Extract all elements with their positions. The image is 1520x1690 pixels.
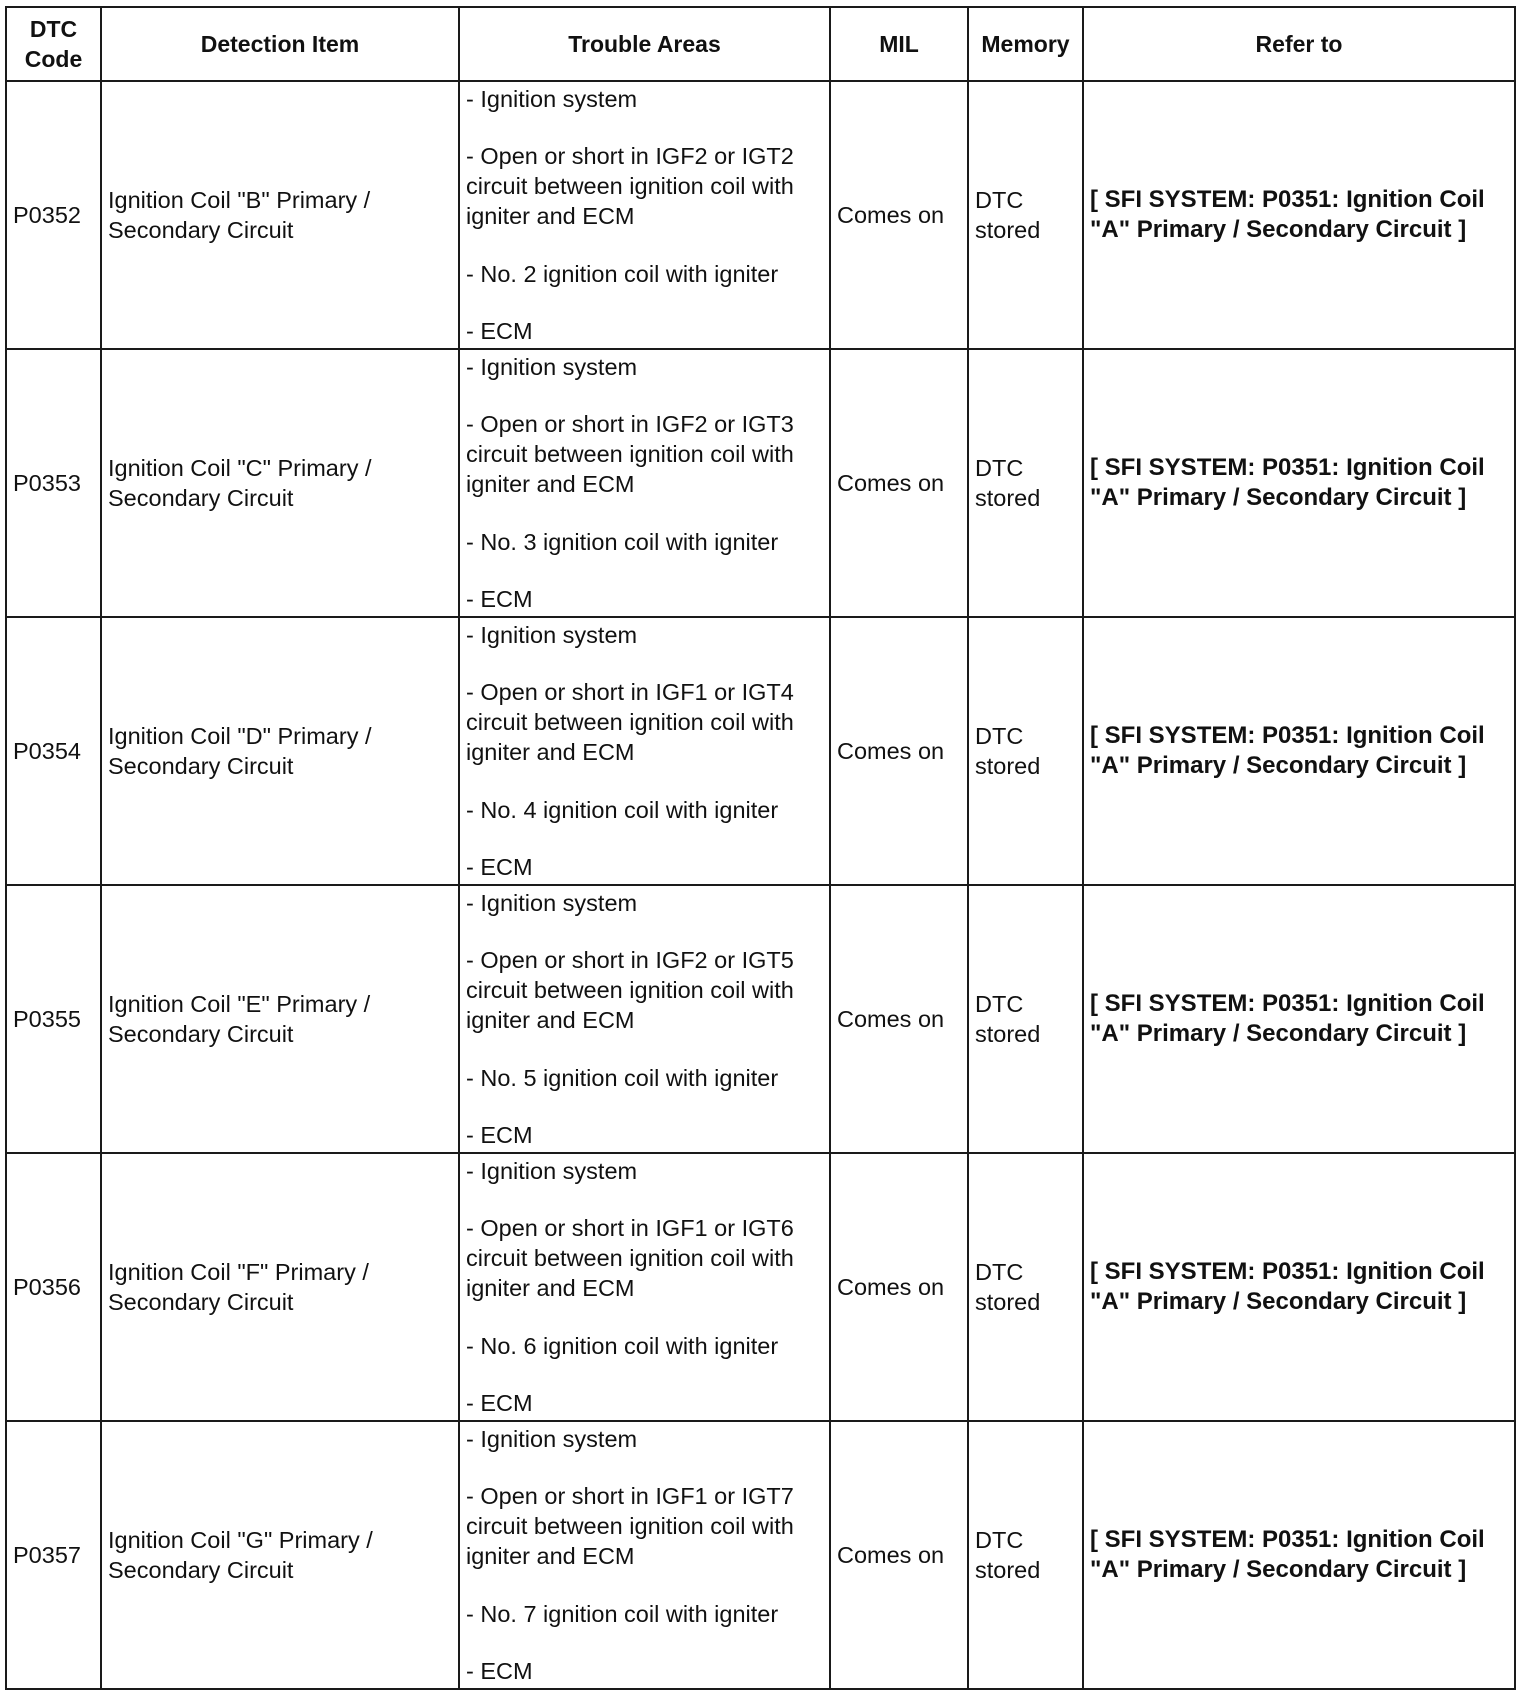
- detection-item-cell: [101, 81, 459, 349]
- trouble-item: - Ignition system: [466, 1158, 638, 1184]
- memory-line: stored: [975, 1289, 1041, 1315]
- trouble-areas-cell: [459, 1153, 830, 1421]
- trouble-item: - Ignition system: [466, 1426, 638, 1452]
- trouble-item: - Open or short in IGF1 or IGT4: [466, 679, 794, 706]
- memory-line: stored: [975, 217, 1041, 243]
- dtc-code-cell: P0356: [6, 1153, 101, 1421]
- refer-to-cell: [1083, 1421, 1515, 1689]
- refer-link-line: "A" Primary / Secondary Circuit ]: [1090, 484, 1467, 511]
- trouble-item-group: [466, 1481, 825, 1571]
- trouble-areas-cell: [459, 617, 830, 885]
- refer-link-line: "A" Primary / Secondary Circuit ]: [1090, 752, 1467, 779]
- trouble-item: - ECM: [466, 317, 533, 344]
- detection-line: Secondary Circuit: [108, 1289, 294, 1315]
- dtc-table: [5, 6, 1516, 1690]
- header-refer-to: Refer to: [1083, 7, 1515, 81]
- trouble-item: - Open or short in IGF2 or IGT2: [466, 143, 794, 170]
- detection-line: Ignition Coil "E" Primary /: [108, 991, 371, 1017]
- header-dtc-code-line: Code: [24, 46, 83, 72]
- header-trouble-areas: Trouble Areas: [459, 7, 830, 81]
- refer-link-line: "A" Primary / Secondary Circuit ]: [1090, 1020, 1467, 1047]
- dtc-code-cell: P0354: [6, 617, 101, 885]
- memory-line: stored: [975, 753, 1041, 779]
- trouble-item: - Ignition system: [466, 86, 638, 112]
- dtc-code-cell: P0352: [6, 81, 101, 349]
- memory-line: DTC: [975, 455, 1024, 481]
- trouble-item: - ECM: [466, 853, 533, 880]
- trouble-item: - No. 2 ignition coil with igniter: [466, 260, 779, 287]
- table-row: [6, 885, 1515, 1153]
- trouble-item: - No. 4 ignition coil with igniter: [466, 796, 779, 823]
- memory-line: stored: [975, 1557, 1041, 1583]
- header-memory: Memory: [968, 7, 1083, 81]
- trouble-item: igniter and ECM: [466, 1275, 635, 1302]
- trouble-item-group: [466, 677, 825, 767]
- memory-line: DTC: [975, 1259, 1024, 1285]
- trouble-item-group: [466, 141, 825, 231]
- trouble-item: igniter and ECM: [466, 1543, 635, 1570]
- refer-link-line: "A" Primary / Secondary Circuit ]: [1090, 1288, 1467, 1315]
- memory-cell: [968, 81, 1083, 349]
- trouble-item: - ECM: [466, 1121, 533, 1148]
- trouble-areas-cell: [459, 1421, 830, 1689]
- table-row: [6, 1421, 1515, 1689]
- trouble-item: igniter and ECM: [466, 203, 635, 230]
- trouble-item: - Ignition system: [466, 622, 638, 648]
- trouble-item-group: [466, 409, 825, 499]
- header-dtc-code: [6, 7, 101, 81]
- detection-item-cell: [101, 617, 459, 885]
- memory-cell: [968, 617, 1083, 885]
- trouble-item: - Open or short in IGF1 or IGT7: [466, 1483, 794, 1510]
- detection-item-cell: [101, 885, 459, 1153]
- refer-link-line: [ SFI SYSTEM: P0351: Ignition Coil: [1090, 186, 1485, 213]
- refer-to-cell: [1083, 81, 1515, 349]
- mil-cell: Comes on: [830, 349, 968, 617]
- trouble-item-group: [466, 1213, 825, 1303]
- trouble-item: - ECM: [466, 585, 533, 612]
- trouble-item: - No. 6 ignition coil with igniter: [466, 1332, 779, 1359]
- memory-cell: [968, 1421, 1083, 1689]
- trouble-item: - No. 7 ignition coil with igniter: [466, 1600, 779, 1627]
- refer-link-line: [ SFI SYSTEM: P0351: Ignition Coil: [1090, 1258, 1485, 1285]
- table-row: [6, 81, 1515, 349]
- refer-link-line: "A" Primary / Secondary Circuit ]: [1090, 216, 1467, 243]
- detection-line: Ignition Coil "B" Primary /: [108, 187, 371, 213]
- refer-link-line: [ SFI SYSTEM: P0351: Ignition Coil: [1090, 454, 1485, 481]
- dtc-code-cell: P0357: [6, 1421, 101, 1689]
- trouble-item: - Open or short in IGF2 or IGT5: [466, 947, 794, 974]
- mil-cell: Comes on: [830, 1421, 968, 1689]
- detection-line: Ignition Coil "D" Primary /: [108, 723, 372, 749]
- trouble-item: - Ignition system: [466, 890, 638, 916]
- table-row: [6, 1153, 1515, 1421]
- detection-line: Secondary Circuit: [108, 753, 294, 779]
- trouble-item: - No. 3 ignition coil with igniter: [466, 528, 779, 555]
- memory-line: stored: [975, 485, 1041, 511]
- trouble-item: - No. 5 ignition coil with igniter: [466, 1064, 779, 1091]
- memory-cell: [968, 349, 1083, 617]
- trouble-item: - Open or short in IGF2 or IGT3: [466, 411, 794, 438]
- refer-to-cell: [1083, 349, 1515, 617]
- table-row: [6, 617, 1515, 885]
- header-detection-item: Detection Item: [101, 7, 459, 81]
- detection-line: Ignition Coil "C" Primary /: [108, 455, 372, 481]
- detection-line: Secondary Circuit: [108, 1021, 294, 1047]
- trouble-item: circuit between ignition coil with: [466, 709, 794, 736]
- table-row: [6, 349, 1515, 617]
- trouble-item: - Open or short in IGF1 or IGT6: [466, 1215, 794, 1242]
- trouble-item: - ECM: [466, 1389, 533, 1416]
- refer-link-line: [ SFI SYSTEM: P0351: Ignition Coil: [1090, 1526, 1485, 1553]
- memory-cell: [968, 1153, 1083, 1421]
- memory-cell: [968, 885, 1083, 1153]
- trouble-item: igniter and ECM: [466, 739, 635, 766]
- trouble-item-group: [466, 945, 825, 1035]
- trouble-item: - Ignition system: [466, 354, 638, 380]
- trouble-areas-cell: [459, 81, 830, 349]
- memory-line: DTC: [975, 991, 1024, 1017]
- detection-item-cell: [101, 349, 459, 617]
- memory-line: DTC: [975, 187, 1024, 213]
- detection-line: Secondary Circuit: [108, 217, 294, 243]
- header-dtc-code-line: DTC: [29, 16, 78, 42]
- dtc-code-cell: P0355: [6, 885, 101, 1153]
- header-mil: MIL: [830, 7, 968, 81]
- refer-to-cell: [1083, 1153, 1515, 1421]
- trouble-item: igniter and ECM: [466, 471, 635, 498]
- mil-cell: Comes on: [830, 885, 968, 1153]
- refer-to-cell: [1083, 617, 1515, 885]
- refer-to-cell: [1083, 885, 1515, 1153]
- trouble-item: - ECM: [466, 1657, 533, 1684]
- trouble-areas-cell: [459, 885, 830, 1153]
- memory-line: stored: [975, 1021, 1041, 1047]
- trouble-item: circuit between ignition coil with: [466, 173, 794, 200]
- trouble-item: circuit between ignition coil with: [466, 441, 794, 468]
- detection-line: Secondary Circuit: [108, 485, 294, 511]
- detection-line: Ignition Coil "F" Primary /: [108, 1259, 369, 1285]
- trouble-item: circuit between ignition coil with: [466, 977, 794, 1004]
- mil-cell: Comes on: [830, 617, 968, 885]
- detection-item-cell: [101, 1421, 459, 1689]
- mil-cell: Comes on: [830, 81, 968, 349]
- mil-cell: Comes on: [830, 1153, 968, 1421]
- detection-line: Secondary Circuit: [108, 1557, 294, 1583]
- detection-item-cell: [101, 1153, 459, 1421]
- refer-link-line: [ SFI SYSTEM: P0351: Ignition Coil: [1090, 990, 1485, 1017]
- table-body: [6, 81, 1515, 1689]
- trouble-areas-cell: [459, 349, 830, 617]
- memory-line: DTC: [975, 723, 1024, 749]
- trouble-item: circuit between ignition coil with: [466, 1513, 794, 1540]
- refer-link-line: "A" Primary / Secondary Circuit ]: [1090, 1556, 1467, 1583]
- refer-link-line: [ SFI SYSTEM: P0351: Ignition Coil: [1090, 722, 1485, 749]
- trouble-item: circuit between ignition coil with: [466, 1245, 794, 1272]
- header-row: [6, 7, 1515, 81]
- dtc-code-cell: P0353: [6, 349, 101, 617]
- memory-line: DTC: [975, 1527, 1024, 1553]
- trouble-item: igniter and ECM: [466, 1007, 635, 1034]
- detection-line: Ignition Coil "G" Primary /: [108, 1527, 373, 1553]
